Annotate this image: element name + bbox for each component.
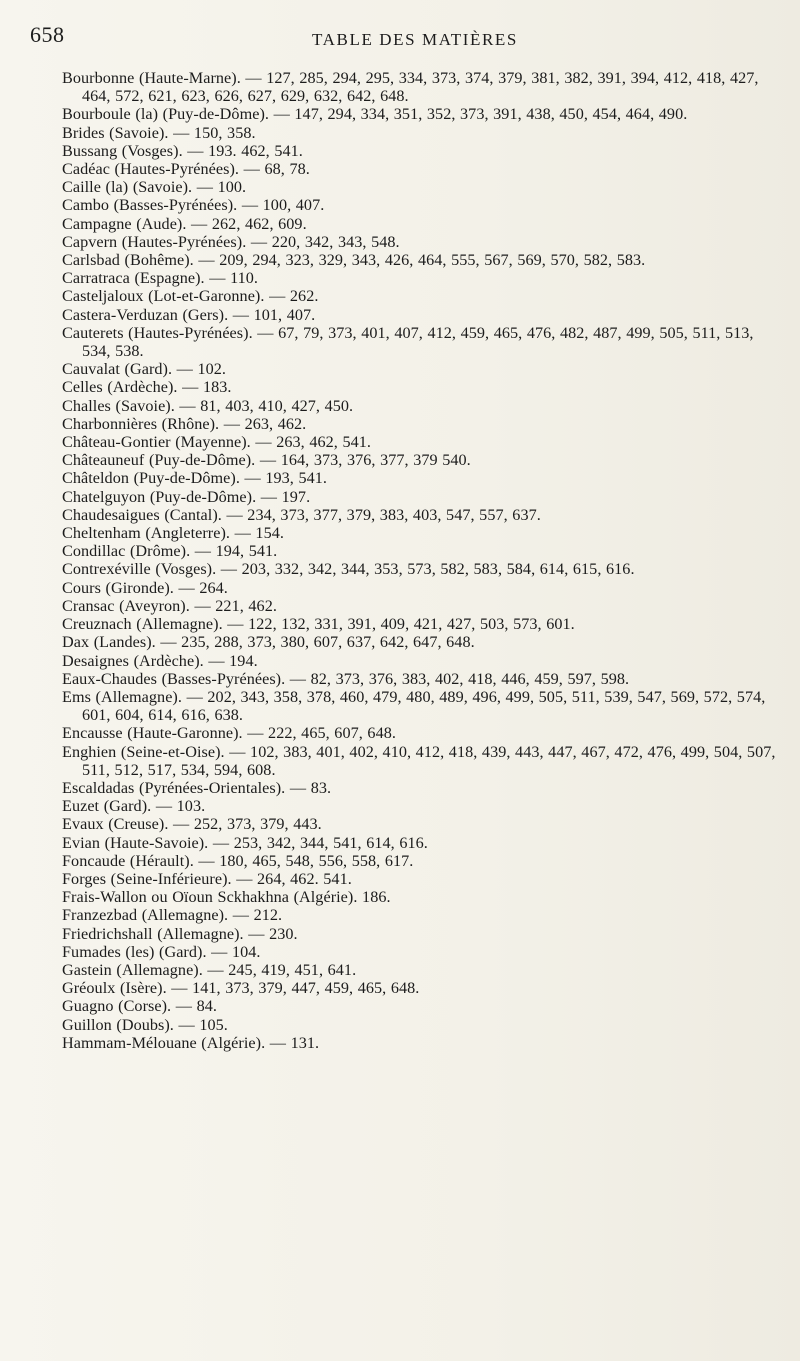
index-entry: Bourboule (la) (Puy-de-Dôme). — 147, 294, 334, 351, 352, 373, 391, 438, 450, 454, 464, 490. [62, 105, 688, 124]
index-entry: Gastein (Allemagne). — 245, 419, 451, 641. [62, 960, 357, 979]
index-entry: Chaudesaigues (Cantal). — 234, 373, 377, 379, 383, 403, 547, 557, 637. [62, 505, 541, 524]
index-entry: Cauterets (Hautes-Pyrénées). — 67, 79, 373, 401, 407, 412, 459, 465, 476, 482, 487, 499, 505, 511, 513, 534, 538. [62, 323, 754, 361]
index-entry: Evaux (Creuse). — 252, 373, 379, 443. [62, 815, 322, 834]
index-entry: Cours (Gironde). — 264. [62, 578, 228, 597]
index-entry: Contrexéville (Vosges). — 203, 332, 342, 344, 353, 573, 582, 583, 584, 614, 615, 616. [62, 560, 635, 579]
index-entry: Bussang (Vosges). — 193. 462, 541. [62, 141, 303, 160]
index-entry: Dax (Landes). — 235, 288, 373, 380, 607, 637, 642, 647, 648. [62, 633, 475, 652]
index-entry: Guagno (Corse). — 84. [62, 997, 217, 1016]
index-entry: Cauvalat (Gard). — 102. [62, 360, 227, 379]
index-entry: Carratraca (Espagne). — 110. [62, 269, 259, 288]
index-entry: Forges (Seine-Inférieure). — 264, 462. 541. [62, 869, 352, 888]
index-entry: Cambo (Basses-Pyrénées). — 100, 407. [62, 196, 325, 215]
index-entries [62, 69, 777, 1052]
index-entry: Casteljaloux (Lot-et-Garonne). — 262. [62, 287, 319, 306]
index-entry: Ems (Allemagne). — 202, 343, 358, 378, 460, 479, 480, 489, 496, 499, 505, 511, 539, 547, 569, 572, 574, 601, 604, 614, 616, 638. [62, 687, 766, 725]
index-entry: Gréoulx (Isère). — 141, 373, 379, 447, 459, 465, 648. [62, 979, 420, 998]
index-entry: Encausse (Haute-Garonne). — 222, 465, 607, 648. [62, 724, 396, 743]
running-title: TABLE DES MATIÈRES [312, 30, 518, 49]
index-entry: Celles (Ardèche). — 183. [62, 378, 232, 397]
index-entry: Cransac (Aveyron). — 221, 462. [62, 596, 277, 615]
index-entry: Hammam-Mélouane (Algérie). — 131. [62, 1033, 320, 1052]
index-entry: Foncaude (Hérault). — 180, 465, 548, 556, 558, 617. [62, 851, 414, 870]
index-entry: Euzet (Gard). — 103. [62, 797, 206, 816]
page-number: 658 [30, 22, 65, 47]
index-entry: Carlsbad (Bohême). — 209, 294, 323, 329, 343, 426, 464, 555, 567, 569, 570, 582, 583. [62, 251, 646, 270]
index-entry: Creuznach (Allemagne). — 122, 132, 331, 391, 409, 421, 427, 503, 573, 601. [62, 615, 575, 634]
index-entry: Desaignes (Ardèche). — 194. [62, 651, 258, 670]
index-entry: Frais-Wallon ou Oïoun Sckhakhna (Algérie). 186. [62, 888, 391, 907]
index-entry: Escaldadas (Pyrénées-Orientales). — 83. [62, 778, 332, 797]
index-entry: Fumades (les) (Gard). — 104. [62, 942, 261, 961]
index-entry: Châteauneuf (Puy-de-Dôme). — 164, 373, 376, 377, 379 540. [62, 451, 471, 470]
index-entry: Campagne (Aude). — 262, 462, 609. [62, 214, 307, 233]
index-entry: Capvern (Hautes-Pyrénées). — 220, 342, 343, 548. [62, 232, 400, 251]
index-entry: Charbonnières (Rhône). — 263, 462. [62, 414, 307, 433]
index-entry: Cadéac (Hautes-Pyrénées). — 68, 78. [62, 160, 310, 179]
index-entry: Cheltenham (Angleterre). — 154. [62, 524, 284, 543]
index-entry: Châteldon (Puy-de-Dôme). — 193, 541. [62, 469, 328, 488]
index-entry: Château-Gontier (Mayenne). — 263, 462, 541. [62, 433, 371, 452]
index-entry: Evian (Haute-Savoie). — 253, 342, 344, 541, 614, 616. [62, 833, 428, 852]
index-entry: Castera-Verduzan (Gers). — 101, 407. [62, 305, 316, 324]
index-entry: Eaux-Chaudes (Basses-Pyrénées). — 82, 373, 376, 383, 402, 418, 446, 459, 597, 598. [62, 669, 630, 688]
index-entry: Challes (Savoie). — 81, 403, 410, 427, 450. [62, 396, 354, 415]
index-entry: Chatelguyon (Puy-de-Dôme). — 197. [62, 487, 311, 506]
index-entry: Franzezbad (Allemagne). — 212. [62, 906, 283, 925]
index-entry: Guillon (Doubs). — 105. [62, 1015, 228, 1034]
index-entry: Bourbonne (Haute-Marne). — 127, 285, 294, 295, 334, 373, 374, 379, 381, 382, 391, 394, 412, 418, 427, 464, 572, 621, 623, 626, 627, 629, 632, 642, 648. [62, 69, 759, 106]
index-entry: Enghien (Seine-et-Oise). — 102, 383, 401, 402, 410, 412, 418, 439, 443, 447, 467, 472, 476, 499, 504, 507, 511, 512, 517, 534, 594, 608. [62, 742, 776, 779]
index-entry: Caille (la) (Savoie). — 100. [62, 178, 247, 197]
index-entry: Friedrichshall (Allemagne). — 230. [62, 924, 298, 943]
index-entry: Condillac (Drôme). — 194, 541. [62, 542, 278, 561]
index-entry: Brides (Savoie). — 150, 358. [62, 123, 256, 142]
